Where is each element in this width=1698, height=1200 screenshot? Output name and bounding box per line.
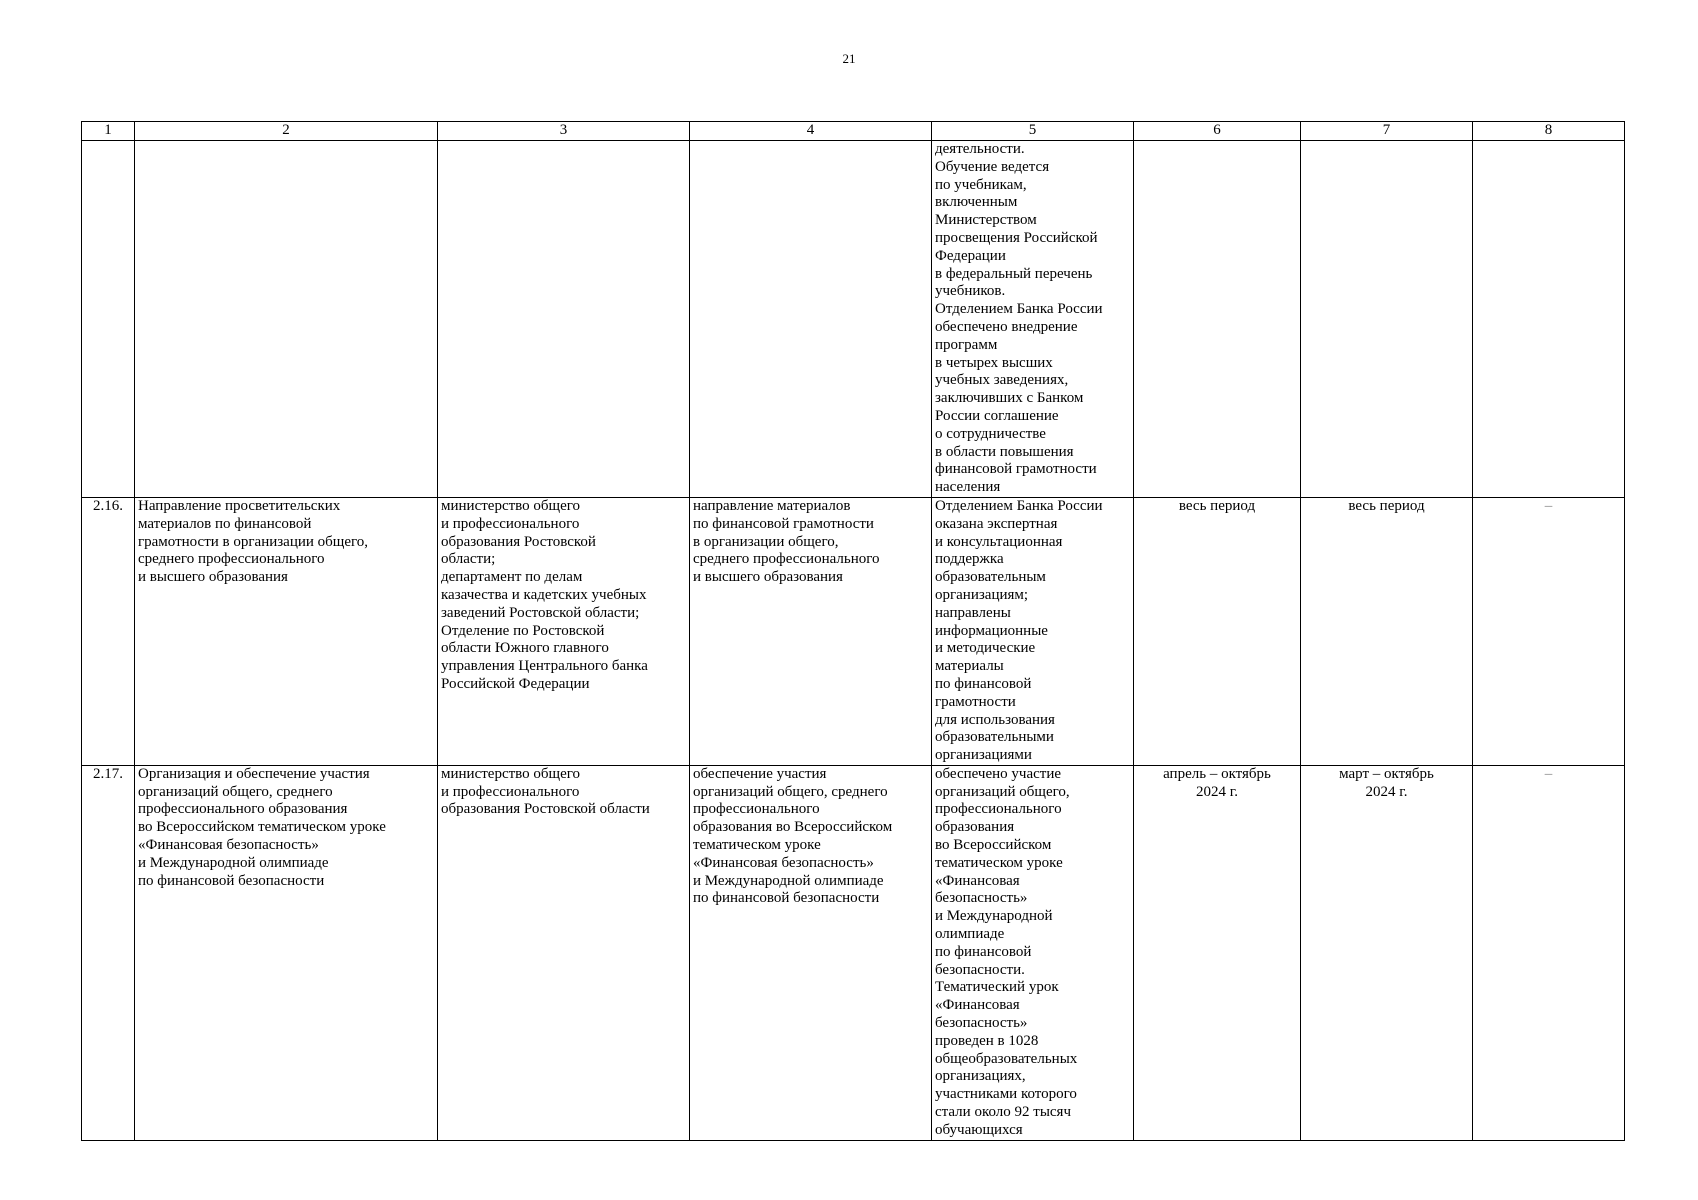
cell-notes: – xyxy=(1473,497,1625,765)
cell-actual-period: март – октябрь 2024 г. xyxy=(1301,765,1473,1140)
cell-notes: – xyxy=(1473,765,1625,1140)
cell-number: 2.16. xyxy=(82,497,135,765)
cell-planned-period: весь период xyxy=(1134,497,1301,765)
column-header-8: 8 xyxy=(1473,122,1625,141)
cell-actual-result: Отделением Банка России оказана экспертная и консультационная поддержка образовательным организациям; направлены информационные и методические материалы по финансовой грамотности для использования образовательными организациями xyxy=(932,497,1134,765)
column-header-2: 2 xyxy=(135,122,438,141)
cell-notes xyxy=(1473,141,1625,498)
column-header-1: 1 xyxy=(82,122,135,141)
cell-actual-period xyxy=(1301,141,1473,498)
cell-actual-result: обеспечено участие организаций общего, профессионального образования во Всероссийском тематическом уроке «Финансовая безопасность» и Международной олимпиаде по финансовой безопасности. Тематический урок «Финансовая безопасность» проведен в 1028 общеобразовательных организациях, участниками которого стали около 92 тысяч обучающихся xyxy=(932,765,1134,1140)
cell-activity: Организация и обеспечение участия организаций общего, среднего профессионального образования во Всероссийском тематическом уроке «Финансовая безопасность» и Международной олимпиаде по финансовой безопасности xyxy=(135,765,438,1140)
table-row xyxy=(82,141,1625,498)
column-header-5: 5 xyxy=(932,122,1134,141)
header-row xyxy=(82,122,1625,141)
cell-activity: Направление просветительских материалов по финансовой грамотности в организации общего, среднего профессионального и высшего образования xyxy=(135,497,438,765)
page-number: 21 xyxy=(842,51,856,66)
report-table xyxy=(81,121,1625,1141)
column-header-4: 4 xyxy=(690,122,932,141)
cell-responsible: министерство общего и профессионального образования Ростовской области xyxy=(438,765,690,1140)
column-header-3: 3 xyxy=(438,122,690,141)
cell-planned-period xyxy=(1134,141,1301,498)
column-header-6: 6 xyxy=(1134,122,1301,141)
cell-responsible: министерство общего и профессионального образования Ростовской области; департамент по делам казачества и кадетских учебных заведений Ростовской области; Отделение по Ростовской области Южного главного управления Центрального банка Российской Федерации xyxy=(438,497,690,765)
column-header-7: 7 xyxy=(1301,122,1473,141)
cell-expected-result: направление материалов по финансовой грамотности в организации общего, среднего профессионального и высшего образования xyxy=(690,497,932,765)
cell-expected-result xyxy=(690,141,932,498)
cell-actual-period: весь период xyxy=(1301,497,1473,765)
cell-number xyxy=(82,141,135,498)
cell-responsible xyxy=(438,141,690,498)
table-row xyxy=(82,765,1625,1140)
cell-expected-result: обеспечение участия организаций общего, среднего профессионального образования во Всероссийском тематическом уроке «Финансовая безопасность» и Международной олимпиаде по финансовой безопасности xyxy=(690,765,932,1140)
cell-number: 2.17. xyxy=(82,765,135,1140)
table-row xyxy=(82,497,1625,765)
cell-activity xyxy=(135,141,438,498)
cell-planned-period: апрель – октябрь 2024 г. xyxy=(1134,765,1301,1140)
cell-actual-result: деятельности. Обучение ведется по учебникам, включенным Министерством просвещения Российской Федерации в федеральный перечень учебников. Отделением Банка России обеспечено внедрение программ в четырех высших учебных заведениях, заключивших с Банком России соглашение о сотрудничестве в области повышения финансовой грамотности населения xyxy=(932,141,1134,498)
